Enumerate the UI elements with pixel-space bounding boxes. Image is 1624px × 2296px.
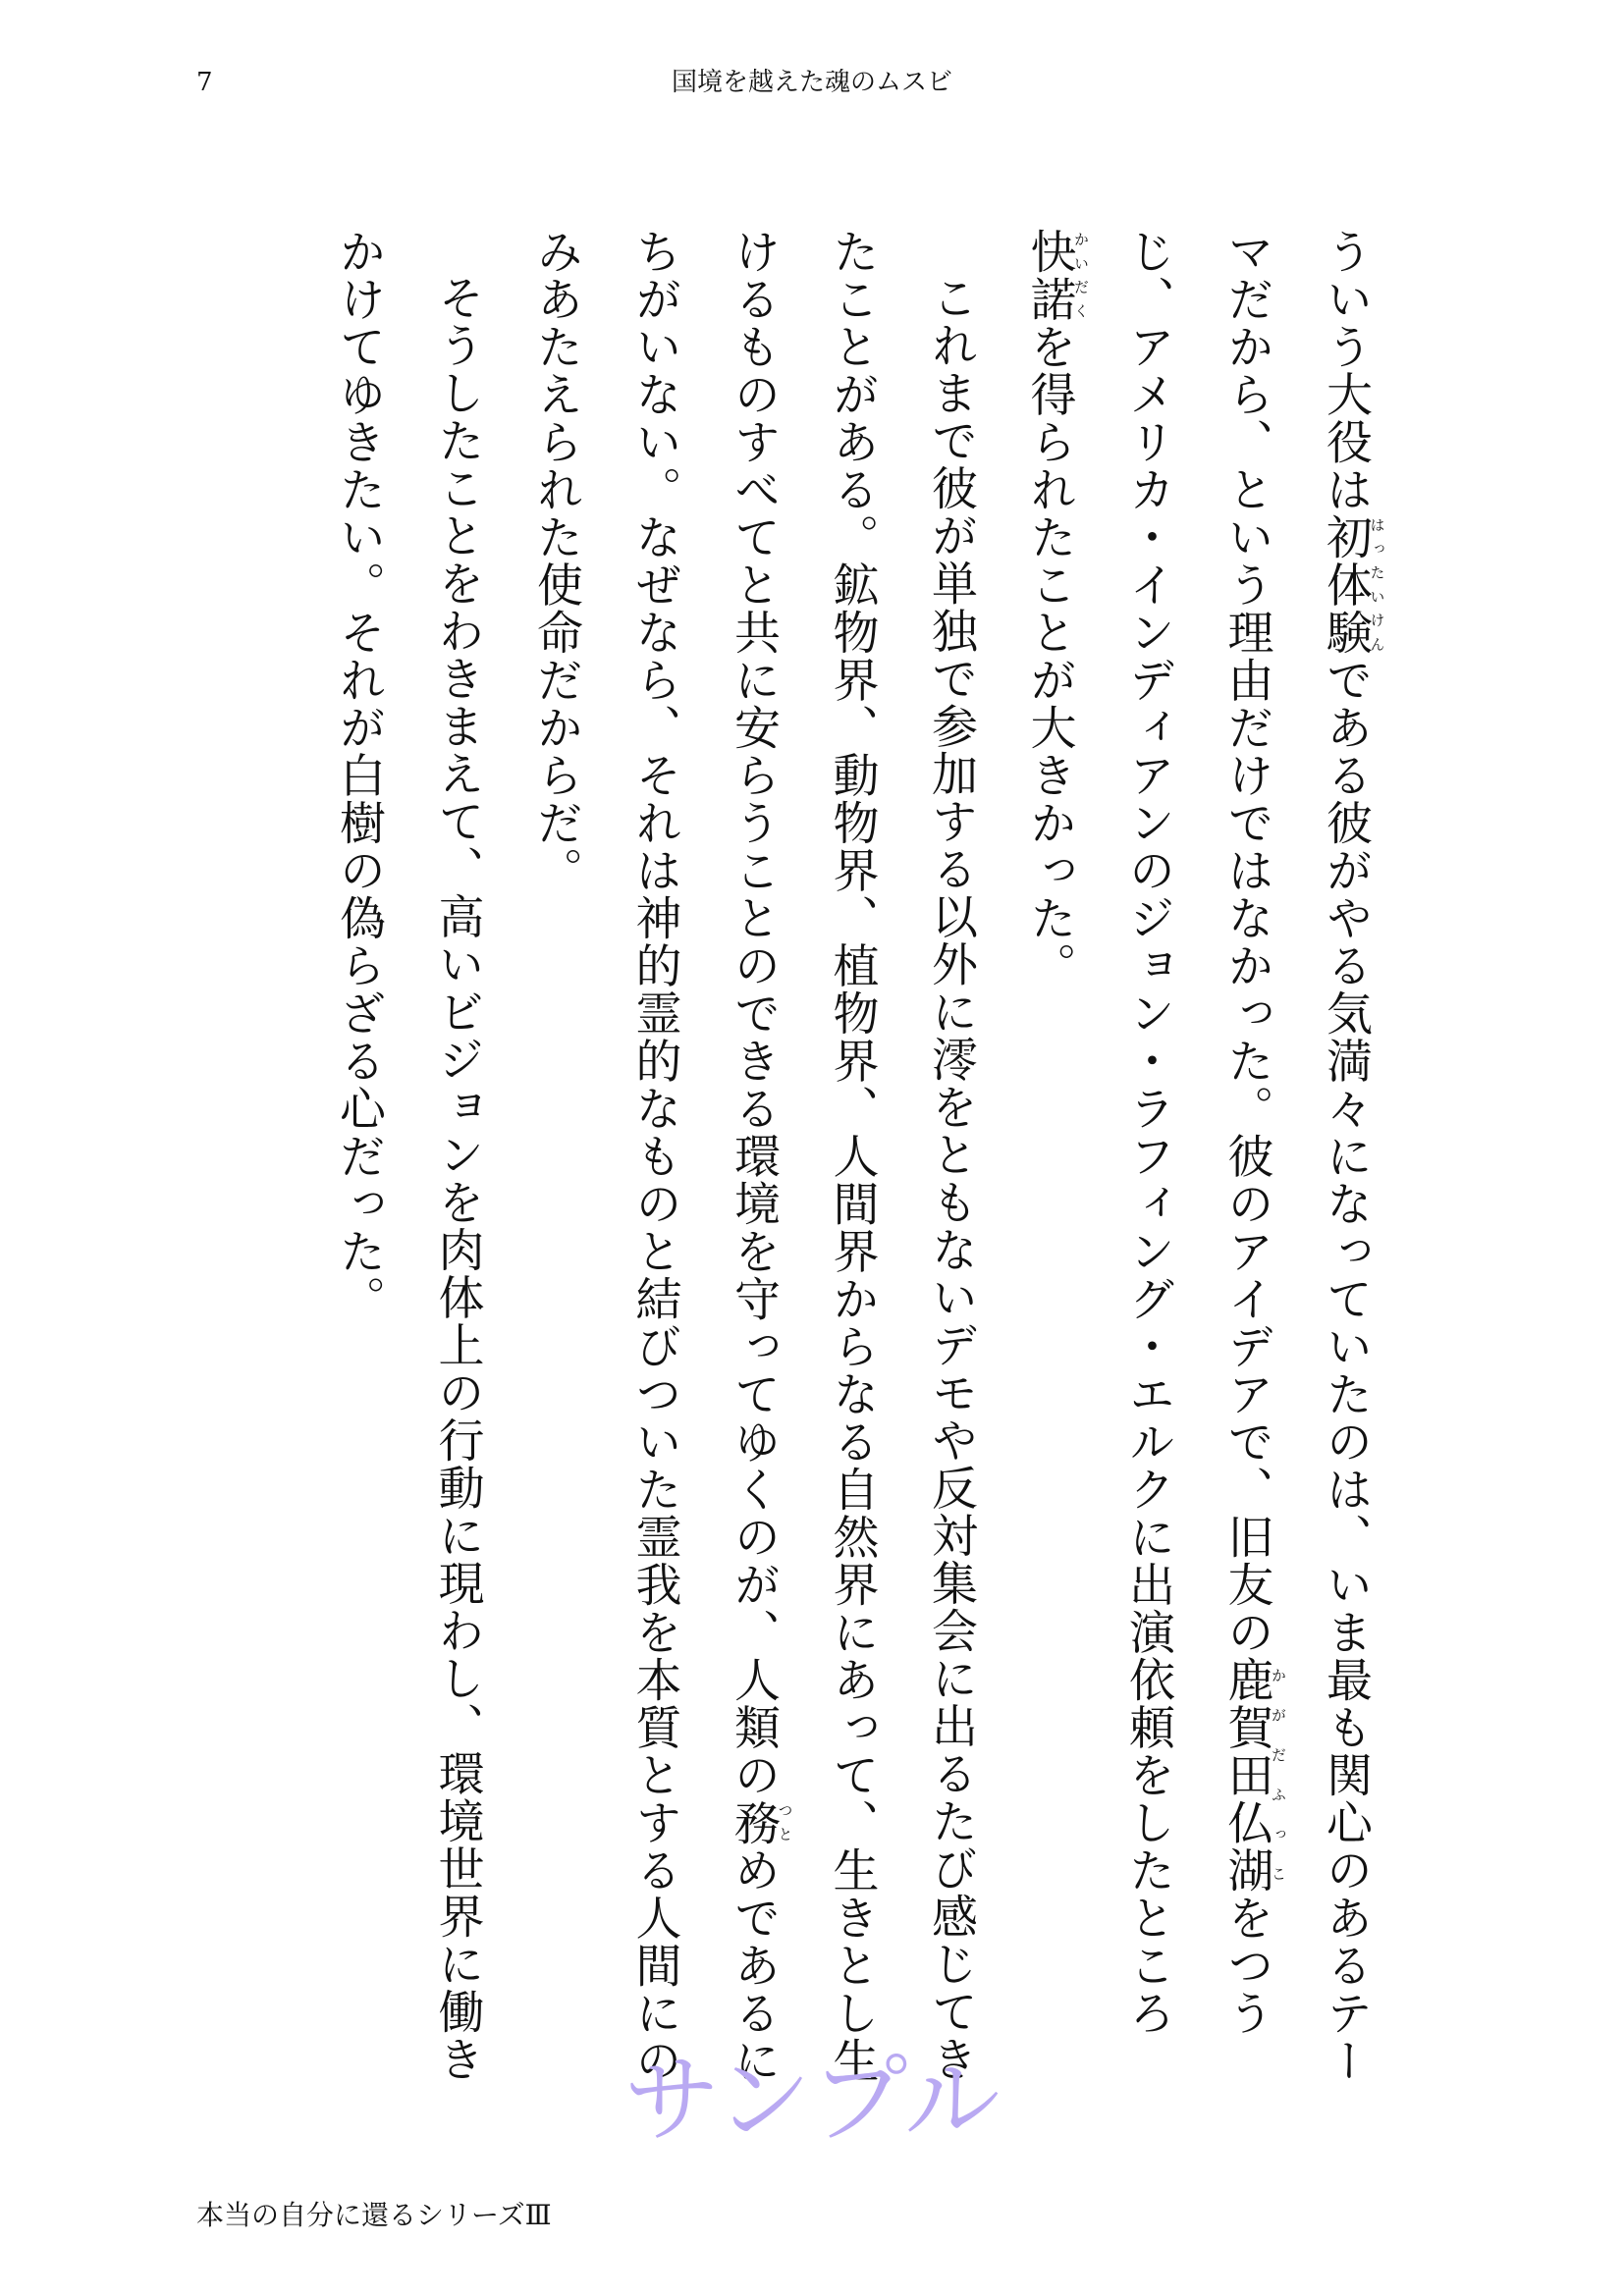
ruby-kagadafukko: 鹿賀田仏湖かがだふっこ [1219, 1656, 1287, 1895]
ruby-kaidaku: 快諾かいだく [1022, 228, 1090, 323]
text-run: そうしたことをわきまえて、高いビジョンを肉体上の行動に現わし、環境世界に働きかけてゆきたい。それが白樹の偽らざる心だった。 [332, 228, 485, 2083]
series-footer: 本当の自分に還るシリーズⅢ [196, 2199, 552, 2231]
paragraph-1 [1000, 228, 1394, 2093]
body-text [285, 228, 1394, 2093]
ruby-tsuto: 務つと [727, 1798, 794, 1846]
text-run: をつうじ、アメリカ・インディアンのジョン・ラフィング・エルクに出演依頼をしたところ [1121, 228, 1274, 2037]
text-run: である彼がやる気満々になっていたのは、いま最も関心のあるテーマだから、という理由だけではなかった。彼のアイデアで、旧友の [1219, 228, 1373, 2085]
text-run: めであるにちがいない。なぜなら、それは神的霊的なものと結びついた霊我を本質とする人間にのみあたえられた使命だからだ。 [529, 228, 781, 2085]
paragraph-3 [309, 228, 507, 2093]
paragraph-2 [507, 228, 1001, 2093]
text-run: 人類の [727, 1656, 781, 1799]
text-run: を得られたことが大きかった。 [1022, 323, 1077, 989]
running-title: 国境を越えた魂のムスビ [671, 68, 952, 97]
text-run: これまで彼が単独で参加する以外に澪をともないデモや反対集会に出るたび感じてきたことがある。鉱物界、動物界、植物界、人間界からなる自然界にあって、生きとし生けるものすべてと共に安らうことのできる環境を守ってゆくのが、 [727, 228, 978, 2085]
text-run: ういう大役は [1319, 228, 1373, 513]
sample-watermark: サンプル [623, 2045, 1001, 2157]
page-number: 7 [196, 68, 213, 97]
ruby-hattaiken: 初体験はったいけん [1319, 513, 1386, 657]
